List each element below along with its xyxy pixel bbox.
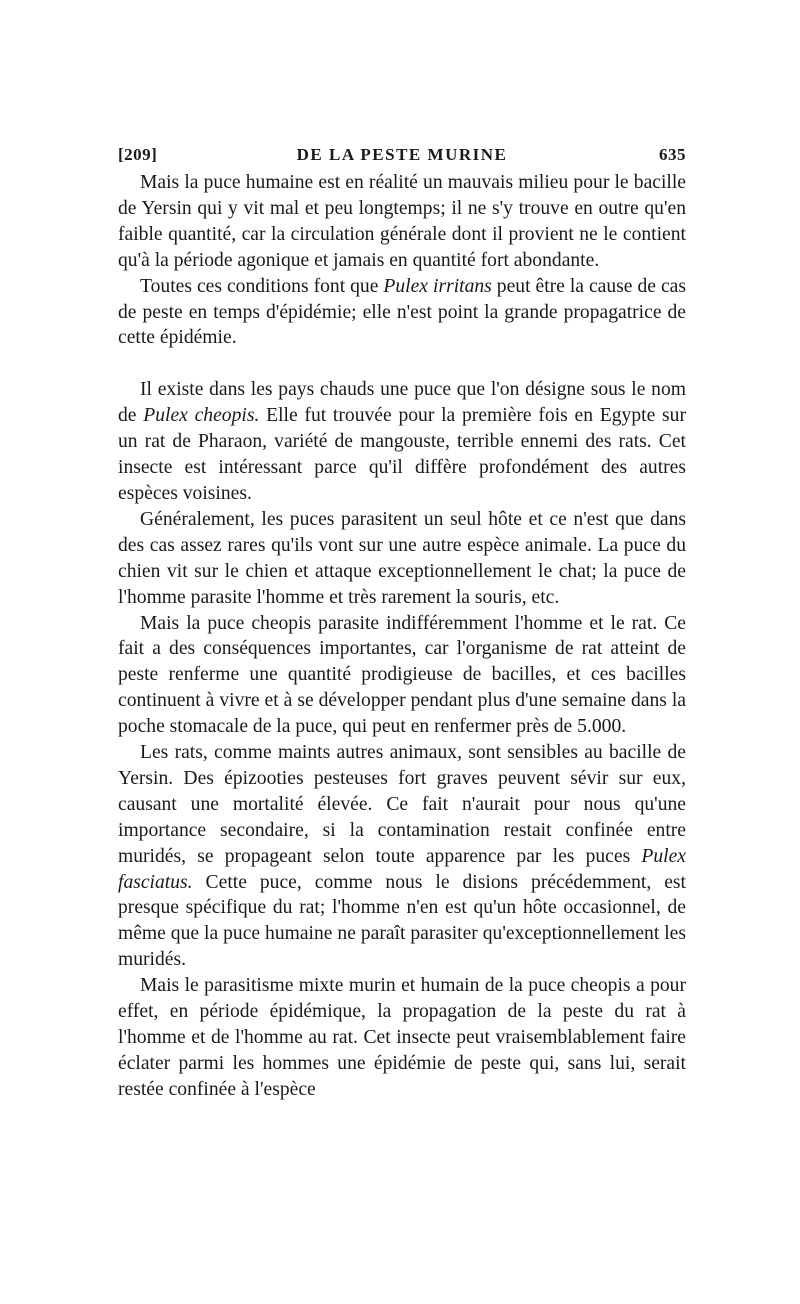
paragraph: Il existe dans les pays chauds une puce que l'on désigne sous le nom de Pulex cheopis. Elle fut trouvée pour la première fois en Egypte sur un rat de Pharaon, variété de mangouste, terrible ennemi des rats. Cet insecte est intéressant parce qu'il diffère profondément des autres espèces voisines.: [118, 379, 686, 504]
page: [118, 140, 686, 1103]
paragraph: Généralement, les puces parasitent un seul hôte et ce n'est que dans des cas assez rares qu'ils vont sur une autre espèce animale. La puce du chien vit sur le chien et attaque exceptionnellement le chat; la puce de l'homme parasite l'homme et très rarement la souris, etc.: [118, 508, 686, 608]
paragraph: Mais le parasitisme mixte murin et humain de la puce cheopis a pour effet, en période épidémique, la propagation de la peste du rat à l'homme et de l'homme au rat. Cet insecte peut vraisemblablement faire éclater parmi les hommes une épidémie de peste qui, sans lui, serait restée confinée à l'espèce: [118, 975, 686, 1100]
paragraph: Les rats, comme maints autres animaux, sont sensibles au bacille de Yersin. Des épizooties pesteuses fort graves peuvent sévir sur eux, causant une mortalité élevée. Ce fait n'aurait pour nous qu'une importance secondaire, si la contamination restait confinée entre muridés, se propageant selon toute apparence par les puces Pulex fasciatus. Cette puce, comme nous le disions précédemment, est presque spécifique du rat; l'homme n'en est qu'un hôte occasionnel, de même que la puce humaine ne paraît parasiter qu'exceptionnellement les muridés.: [118, 742, 686, 971]
species-name: Pulex cheopis.: [143, 405, 260, 427]
running-title: DE LA PESTE MURINE: [296, 145, 508, 164]
paragraph: Toutes ces conditions font que Pulex irritans peut être la cause de cas de peste en temps d'épidémie; elle n'est point la grande propagatrice de cette épidémie.: [118, 275, 686, 349]
page-reference: [209]: [118, 145, 158, 164]
species-name: Pulex irritans: [383, 275, 492, 297]
running-head: [118, 140, 686, 170]
paragraph: Mais la puce cheopis parasite indifféremment l'homme et le rat. Ce fait a des conséquences importantes, car l'organisme de rat atteint de peste renferme une quantité prodigieuse de bacilles, et ces bacilles continuent à vivre et à se développer pendant plus d'une semaine dans la poche stomacale de la puce, qui peut en renfermer près de 5.000.: [118, 612, 686, 738]
body-text: [118, 170, 686, 1103]
section-break: [118, 351, 686, 377]
paragraph: Mais la puce humaine est en réalité un mauvais milieu pour le bacille de Yersin qui y vit mal et peu longtemps; il ne s'y trouve en outre qu'en faible quantité, car la circulation générale dont il provient ne le contient qu'à la période agonique et jamais en quantité fort abondante.: [118, 172, 686, 271]
species-name: Pulex fasciatus.: [118, 845, 686, 893]
page-number: 635: [659, 145, 686, 164]
